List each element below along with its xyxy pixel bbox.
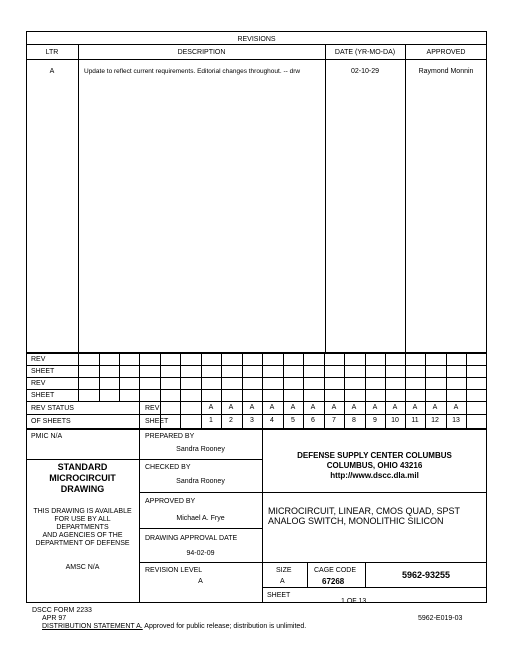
standard-drawing-title: STANDARD MICROCIRCUIT DRAWING	[49, 462, 116, 494]
rev-status-value: A	[372, 404, 378, 411]
sheet-label-1: SHEET	[31, 368, 55, 375]
sheet-number: 13	[452, 417, 460, 424]
sheet-number: 11	[411, 417, 419, 424]
revisions-title: REVISIONS	[237, 36, 276, 43]
revisions-block	[26, 31, 487, 353]
checked-by-label: CHECKED BY	[145, 464, 191, 471]
sheet-number: 7	[332, 417, 336, 424]
sheet-number: 3	[250, 417, 254, 424]
rev-status-value: A	[228, 404, 234, 411]
form-number: DSCC FORM 2233	[32, 607, 92, 614]
sheet-label: SHEET	[267, 592, 291, 599]
rev-status-value: A	[249, 404, 255, 411]
header-date: DATE (YR-MO-DA)	[334, 49, 396, 56]
revision-level-label: REVISION LEVEL	[145, 567, 203, 574]
pmic-label: PMIC N/A	[31, 433, 63, 440]
rev-status-label: REV STATUS	[31, 405, 74, 412]
rev-status-value: A	[351, 404, 357, 411]
sheet-number: 6	[311, 417, 315, 424]
drawing-number: 5962-93255	[401, 570, 451, 580]
revision-ltr: A	[49, 68, 55, 75]
rev-status-value: A	[208, 404, 214, 411]
rev-status-value: A	[331, 404, 337, 411]
document-code: 5962-E019-03	[418, 615, 463, 622]
approved-by-label: APPROVED BY	[145, 498, 196, 505]
size-label: SIZE	[276, 567, 292, 574]
rev-status-value: A	[269, 404, 275, 411]
rev-label-2: REV	[31, 380, 46, 387]
sheet-number: 1	[209, 417, 213, 424]
rev-status-value: A	[453, 404, 459, 411]
prepared-by-name: Sandra Rooney	[176, 446, 225, 453]
header-approved: APPROVED	[426, 49, 466, 56]
sheet-label-2: SHEET	[31, 392, 55, 399]
approval-date: 94-02-09	[186, 550, 215, 557]
of-sheets-label: OF SHEETS	[31, 418, 71, 425]
revision-description: Update to reflect current requirements. Editorial changes throughout. -- drw	[84, 68, 301, 75]
sheet-number: 4	[270, 417, 274, 424]
availability-note: THIS DRAWING IS AVAILABLE FOR USE BY ALL DEPARTMENTS AND AGENCIES OF THE DEPARTMENT OF DEFENSE	[33, 508, 132, 547]
sheet-number: 9	[373, 417, 377, 424]
rev-label-1: REV	[31, 356, 46, 363]
rev-status-value: A	[290, 404, 296, 411]
checked-by-name: Sandra Rooney	[176, 478, 225, 485]
distribution-statement: DISTRIBUTION STATEMENT A. Approved for public release; distribution is unlimited.	[42, 623, 307, 630]
header-description: DESCRIPTION	[177, 49, 226, 56]
revision-date: 02-10-29	[350, 68, 380, 75]
cage-code-label: CAGE CODE	[314, 567, 357, 574]
cage-code-value: 67268	[322, 577, 345, 586]
agency-address: DEFENSE SUPPLY CENTER COLUMBUS COLUMBUS, OHIO 43216 http://www.dscc.dla.mil	[297, 451, 452, 480]
approval-date-label: DRAWING APPROVAL DATE	[145, 535, 238, 542]
size-value: A	[280, 578, 285, 585]
rev-status-value: A	[432, 404, 438, 411]
prepared-by-label: PREPARED BY	[145, 433, 195, 440]
revision-approved: Raymond Monnin	[418, 68, 474, 75]
rev-row-label: REV	[145, 405, 160, 412]
sheet-number: 12	[431, 417, 439, 424]
approved-by-name: Michael A. Frye	[176, 515, 225, 522]
rev-status-value: A	[412, 404, 418, 411]
form-date: APR 97	[42, 615, 67, 622]
sheet-row-label: SHEET	[145, 418, 169, 425]
revision-level-value: A	[198, 578, 203, 585]
sheet-number: 2	[229, 417, 233, 424]
rev-status-value: A	[392, 404, 398, 411]
sheet-number: 10	[391, 417, 399, 424]
rev-status-value: A	[310, 404, 316, 411]
amsc-label: AMSC N/A	[65, 564, 100, 571]
sheet-number: 8	[352, 417, 356, 424]
sheet-of-value: 1 OF 13	[341, 598, 367, 605]
header-ltr: LTR	[45, 49, 59, 56]
sheet-number: 5	[291, 417, 295, 424]
drawing-title: MICROCIRCUIT, LINEAR, CMOS QUAD, SPST ANALOG SWITCH, MONOLITHIC SILICON	[268, 506, 461, 526]
